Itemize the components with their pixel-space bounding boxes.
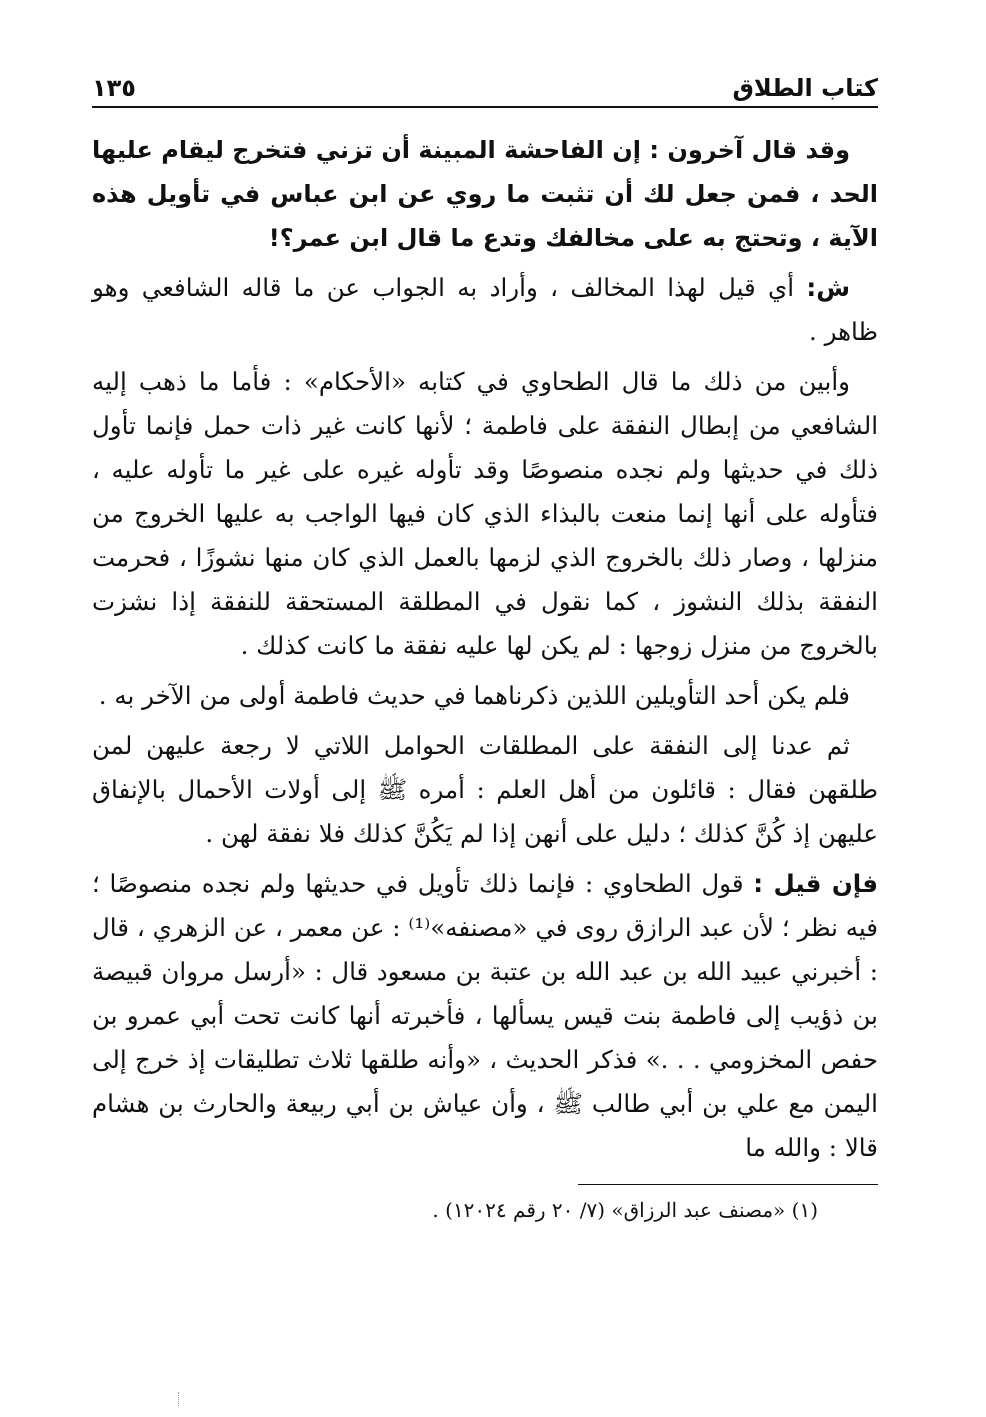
paragraph-lead: ش: bbox=[806, 273, 850, 302]
chapter-title: كتاب الطلاق bbox=[732, 74, 878, 102]
book-page bbox=[92, 58, 878, 1227]
paragraph-tahawi-quote bbox=[92, 360, 878, 668]
page-number: ١٣٥ bbox=[92, 74, 136, 102]
page-body bbox=[92, 128, 878, 1170]
paragraph-text: أي قيل لهذا المخالف ، وأراد به الجواب عن ما قاله الشافعي وهو ظاهر . bbox=[92, 273, 878, 346]
page-header bbox=[92, 58, 878, 108]
paragraph-text: ثم عدنا إلى النفقة على المطلقات الحوامل اللاتي لا رجعة عليهن لمن طلقهن فقال : قائلون من أهل العلم : أمره ﷺ إلى أولات الأحمال بالإنفاق عليهن إذ كُنَّ كذلك ؛ دليل على أنهن إذا لم يَكُنَّ كذلك فلا نفقة لهن . bbox=[92, 731, 878, 848]
paragraph-text: قول الطحاوي : فإنما ذلك تأويل في حديثها ولم نجده منصوصًا ؛ فيه نظر ؛ لأن عبد الرازق روى في «مصنفه»⁽¹⁾ : عن معمر ، عن الزهري ، قال : أخبرني عبيد الله بن عبد الله بن عتبة بن مسعود قال : «أرسل مروان قبيصة بن ذؤيب إلى فاطمة بنت قيس يسألها ، فأخبرته أنها كانت تحت أبي عمرو بن حفص المخزومي . . .» فذكر الحديث ، «وأنه طلقها ثلاث تطليقات إذ خرج إلى اليمن مع علي بن أبي طالب ﷺ ، وأن عياش بن أبي ربيعة والحارث بن هشام قالا : والله ما bbox=[92, 869, 878, 1162]
paragraph-text: وقد قال آخرون : إن الفاحشة المبينة أن تزني فتخرج ليقام عليها الحد ، فمن جعل لك أن تثبت ما روي عن ابن عباس في تأويل هذه الآية ، وتحتج به على مخالفك وتدع ما قال ابن عمر؟! bbox=[92, 136, 878, 252]
paragraph-pregnant-divorcees bbox=[92, 724, 878, 856]
paragraph-lead: فإن قيل : bbox=[753, 869, 878, 898]
footnote-separator bbox=[578, 1184, 878, 1185]
footnote: (١) «مصنف عبد الرزاق» (٧/ ٢٠ رقم ١٢٠٢٤) . bbox=[432, 1198, 818, 1222]
paragraph-text: وأبين من ذلك ما قال الطحاوي في كتابه «الأحكام» : فأما ما ذهب إليه الشافعي من إبطال النفقة على فاطمة ؛ لأنها كانت غير ذات حمل فإنما تأول ذلك في حديثها ولم نجده منصوصًا وقد تأوله غيره على غير ما تأوله عليه ، فتأوله على أنها إنما منعت بالبذاء الذي كان فيها الواجب به عليها الخروج من منزلها ، وصار ذلك بالخروج الذي لزمها بالعمل الذي كان منها نشوزًا ، فحرمت النفقة بذلك النشوز ، كما نقول في المطلقة المستحقة للنفقة إذا نشزت بالخروج من منزل زوجها : لم يكن لها عليه نفقة ما كانت كذلك . bbox=[92, 367, 878, 660]
paragraph-objection bbox=[92, 862, 878, 1170]
paragraph-text: فلم يكن أحد التأويلين اللذين ذكرناهما في حديث فاطمة أولى من الآخر به . bbox=[98, 681, 850, 710]
paragraph-two-interpretations bbox=[92, 674, 878, 718]
paragraph-quoted-argument bbox=[92, 128, 878, 260]
paragraph-commentary-sh bbox=[92, 266, 878, 354]
scan-mark bbox=[178, 1392, 182, 1406]
